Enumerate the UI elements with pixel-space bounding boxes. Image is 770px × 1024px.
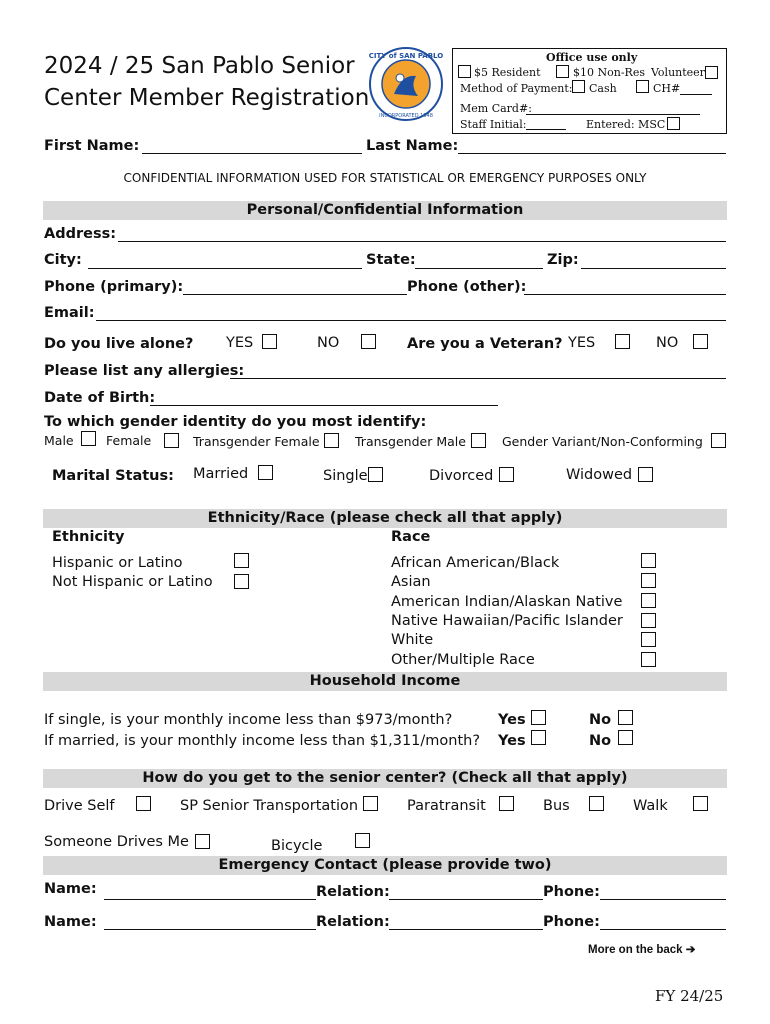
income-married-yes-label: Yes xyxy=(498,733,526,749)
transport-bus-label: Bus xyxy=(543,798,570,814)
zip-label: Zip: xyxy=(547,252,579,268)
transport-walk-label: Walk xyxy=(633,798,668,814)
race-american-indian-checkbox[interactable] xyxy=(641,593,656,608)
email-label: Email: xyxy=(44,305,95,321)
personal-section-band xyxy=(43,201,727,220)
payment-method-label: Method of Payment: xyxy=(460,82,573,95)
marital-single-checkbox[interactable] xyxy=(368,467,383,482)
last-name-field[interactable] xyxy=(458,153,726,154)
income-single-yes-label: Yes xyxy=(498,712,526,728)
income-married-yes-checkbox[interactable] xyxy=(531,730,546,745)
live-alone-no-label: NO xyxy=(317,335,340,351)
staff-initial-line[interactable] xyxy=(526,129,566,130)
emergency-2-relation-label: Relation: xyxy=(316,914,390,930)
transport-bicycle-checkbox[interactable] xyxy=(355,833,370,848)
veteran-yes-checkbox[interactable] xyxy=(615,334,630,349)
income-married-question: If married, is your monthly income less than $1,311/month? xyxy=(44,733,481,749)
dob-field[interactable] xyxy=(150,405,498,406)
city-field[interactable] xyxy=(88,268,362,269)
emergency-2-phone-field[interactable] xyxy=(600,929,726,930)
state-field[interactable] xyxy=(415,268,543,269)
seal-top-text: CITY of SAN PABLO xyxy=(368,52,444,60)
first-name-field[interactable] xyxy=(142,153,362,154)
fiscal-year-label: FY 24/25 xyxy=(655,987,724,1005)
gender-trans-female-checkbox[interactable] xyxy=(324,433,339,448)
gender-trans-male-label: Transgender Male xyxy=(355,434,466,449)
emergency-2-name-field[interactable] xyxy=(104,929,316,930)
income-married-no-checkbox[interactable] xyxy=(618,730,633,745)
transport-section-heading: How do you get to the senior center? (Check all that apply) xyxy=(142,770,628,786)
veteran-no-label: NO xyxy=(656,335,679,351)
transport-bicycle-label: Bicycle xyxy=(271,838,323,854)
live-alone-yes-checkbox[interactable] xyxy=(262,334,277,349)
live-alone-label: Do you live alone? xyxy=(44,336,194,352)
gender-variant-label: Gender Variant/Non-Conforming xyxy=(502,434,703,449)
emergency-1-phone-field[interactable] xyxy=(600,899,726,900)
city-seal-logo xyxy=(368,46,444,122)
transport-someone-drives-checkbox[interactable] xyxy=(195,834,210,849)
transport-paratransit-checkbox[interactable] xyxy=(499,796,514,811)
volunteer-label: Volunteer xyxy=(651,66,705,79)
emergency-1-relation-label: Relation: xyxy=(316,884,390,900)
emergency-2-phone-label: Phone: xyxy=(543,914,600,930)
mem-card-label: Mem Card#: xyxy=(460,102,532,115)
phone-other-label: Phone (other): xyxy=(407,279,527,295)
last-name-label: Last Name: xyxy=(366,138,459,154)
income-married-no-label: No xyxy=(589,733,612,749)
race-native-hawaiian-label: Native Hawaiian/Pacific Islander xyxy=(391,613,623,629)
race-asian-checkbox[interactable] xyxy=(641,573,656,588)
gender-trans-male-checkbox[interactable] xyxy=(471,433,486,448)
emergency-section-band xyxy=(43,856,727,875)
gender-trans-female-label: Transgender Female xyxy=(193,434,320,449)
state-label: State: xyxy=(366,252,416,268)
seal-bottom-text: INCORPORATED 1948 xyxy=(379,113,433,119)
email-field[interactable] xyxy=(96,320,726,321)
race-white-checkbox[interactable] xyxy=(641,632,656,647)
entered-msc-label: Entered: MSC xyxy=(586,118,666,131)
marital-married-label: Married xyxy=(193,466,249,482)
check-checkbox[interactable] xyxy=(636,80,649,93)
ethnicity-hispanic-label: Hispanic or Latino xyxy=(52,555,183,571)
marital-married-checkbox[interactable] xyxy=(258,465,273,480)
transport-drive-self-label: Drive Self xyxy=(44,798,115,814)
transport-sp-senior-checkbox[interactable] xyxy=(363,796,378,811)
marital-widowed-checkbox[interactable] xyxy=(638,467,653,482)
emergency-2-name-label: Name: xyxy=(44,914,97,930)
check-number-line[interactable] xyxy=(680,94,712,95)
income-single-no-label: No xyxy=(589,712,612,728)
live-alone-no-checkbox[interactable] xyxy=(361,334,376,349)
income-section-band xyxy=(43,672,727,691)
emergency-section-heading: Emergency Contact (please provide two) xyxy=(218,857,552,873)
allergies-label: Please list any allergies: xyxy=(44,363,245,379)
more-on-back-note: More on the back ➔ xyxy=(588,944,696,956)
confidential-note: CONFIDENTIAL INFORMATION USED FOR STATISTICAL OR EMERGENCY PURPOSES ONLY xyxy=(123,171,647,185)
veteran-label: Are you a Veteran? xyxy=(407,336,563,352)
race-column-label: Race xyxy=(391,529,431,545)
race-other-label: Other/Multiple Race xyxy=(391,652,535,668)
race-white-label: White xyxy=(391,632,434,648)
dob-label: Date of Birth: xyxy=(44,390,156,406)
zip-field[interactable] xyxy=(581,268,726,269)
race-other-checkbox[interactable] xyxy=(641,652,656,667)
income-single-yes-checkbox[interactable] xyxy=(531,710,546,725)
marital-divorced-label: Divorced xyxy=(429,468,494,484)
cash-label: Cash xyxy=(589,82,617,95)
income-section-heading: Household Income xyxy=(309,673,461,689)
staff-initial-label: Staff Initial: xyxy=(460,118,527,131)
transport-bus-checkbox[interactable] xyxy=(589,796,604,811)
income-single-question: If single, is your monthly income less than $973/month? xyxy=(44,712,453,728)
phone-primary-label: Phone (primary): xyxy=(44,279,184,295)
marital-widowed-label: Widowed xyxy=(566,467,633,483)
gender-variant-checkbox[interactable] xyxy=(711,433,726,448)
transport-drive-self-checkbox[interactable] xyxy=(136,796,151,811)
emergency-1-name-label: Name: xyxy=(44,881,97,897)
nonres-checkbox[interactable] xyxy=(556,65,569,78)
gender-female-label: Female xyxy=(106,433,152,448)
race-african-american-label: African American/Black xyxy=(391,555,560,571)
race-asian-label: Asian xyxy=(391,574,431,590)
address-field[interactable] xyxy=(118,241,726,242)
phone-other-field[interactable] xyxy=(524,294,726,295)
resident-checkbox[interactable] xyxy=(458,65,471,78)
office-use-heading: Office use only xyxy=(546,51,638,64)
transport-section-band xyxy=(43,769,727,788)
page-title-line-2: Center Member Registration xyxy=(44,85,370,111)
ethnicity-hispanic-checkbox[interactable] xyxy=(234,553,249,568)
veteran-no-checkbox[interactable] xyxy=(693,334,708,349)
emergency-1-phone-label: Phone: xyxy=(543,884,600,900)
race-american-indian-label: American Indian/Alaskan Native xyxy=(391,594,623,610)
transport-sp-senior-label: SP Senior Transportation xyxy=(180,798,359,814)
emergency-1-relation-field[interactable] xyxy=(389,899,543,900)
marital-single-label: Single xyxy=(323,468,368,484)
transport-paratransit-label: Paratransit xyxy=(407,798,486,814)
resident-label: $5 Resident xyxy=(474,66,541,79)
ethnicity-section-heading: Ethnicity/Race (please check all that apply) xyxy=(207,510,563,526)
check-number-label: CH# xyxy=(653,82,681,95)
city-label: City: xyxy=(44,252,82,268)
live-alone-yes-label: YES xyxy=(226,335,254,351)
ethnicity-not-hispanic-label: Not Hispanic or Latino xyxy=(52,574,213,590)
nonres-label: $10 Non-Res xyxy=(573,66,645,79)
emergency-1-name-field[interactable] xyxy=(104,899,316,900)
marital-status-label: Marital Status: xyxy=(52,468,174,484)
gender-male-checkbox[interactable] xyxy=(81,431,96,446)
veteran-yes-label: YES xyxy=(568,335,596,351)
mem-card-line[interactable] xyxy=(526,114,700,115)
ethnicity-section-band xyxy=(43,509,727,528)
phone-primary-field[interactable] xyxy=(183,294,407,295)
race-african-american-checkbox[interactable] xyxy=(641,553,656,568)
page-title-line-1: 2024 / 25 San Pablo Senior xyxy=(44,53,355,79)
ethnicity-column-label: Ethnicity xyxy=(52,529,125,545)
gender-female-checkbox[interactable] xyxy=(164,433,179,448)
entered-msc-checkbox[interactable] xyxy=(667,117,680,130)
emergency-2-relation-field[interactable] xyxy=(389,929,543,930)
first-name-label: First Name: xyxy=(44,138,140,154)
gender-male-label: Male xyxy=(44,433,74,448)
personal-section-heading: Personal/Confidential Information xyxy=(246,202,524,218)
ethnicity-not-hispanic-checkbox[interactable] xyxy=(234,574,249,589)
marital-divorced-checkbox[interactable] xyxy=(499,467,514,482)
gender-question: To which gender identity do you most identify: xyxy=(44,414,427,430)
transport-walk-checkbox[interactable] xyxy=(693,796,708,811)
volunteer-checkbox[interactable] xyxy=(705,66,718,79)
race-native-hawaiian-checkbox[interactable] xyxy=(641,613,656,628)
transport-someone-drives-label: Someone Drives Me xyxy=(44,834,189,850)
income-single-no-checkbox[interactable] xyxy=(618,710,633,725)
address-label: Address: xyxy=(44,226,117,242)
cash-checkbox[interactable] xyxy=(572,80,585,93)
allergies-field[interactable] xyxy=(230,378,726,379)
